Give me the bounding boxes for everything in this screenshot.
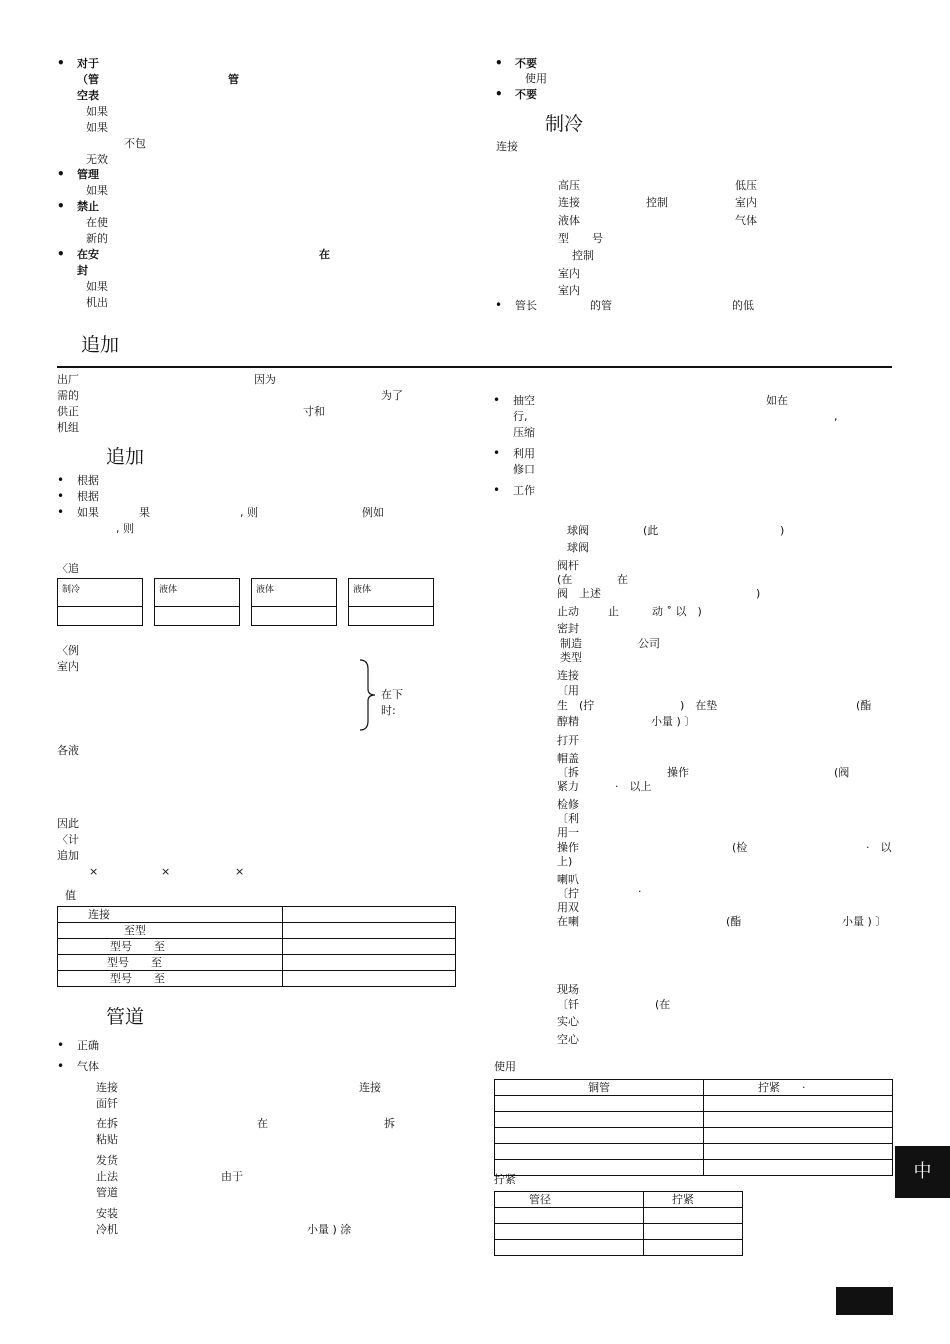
- calc-box-label: 制冷: [58, 579, 142, 607]
- paragraph: 机组: [57, 421, 79, 434]
- list-item: 例如: [362, 506, 384, 519]
- step-line: 〔拧: [557, 887, 579, 900]
- table-row: [495, 1208, 743, 1224]
- step-line: 用双: [557, 901, 579, 914]
- list-item: • 不要: [515, 56, 537, 71]
- table-cell: [495, 1096, 704, 1112]
- list-item: • 在安: [77, 247, 99, 262]
- step-line: 生 (拧: [557, 699, 595, 712]
- table-row: [58, 923, 456, 939]
- step-line: 空心: [557, 1033, 579, 1046]
- paragraph: 面钎: [96, 1097, 118, 1110]
- table-cell: [495, 1144, 704, 1160]
- calc-box-label: 液体: [349, 579, 433, 607]
- step-line: ): [756, 587, 761, 600]
- list-item: , 则: [116, 522, 134, 535]
- table-cell: [495, 1160, 704, 1176]
- table-row: [495, 1224, 743, 1240]
- section-divider: [57, 366, 892, 368]
- step-line: 止: [608, 605, 619, 618]
- table-header: 铜管: [495, 1080, 704, 1096]
- table-row: [495, 1192, 743, 1208]
- step-line: 醇精: [557, 715, 579, 728]
- paragraph: 拆: [384, 1117, 395, 1130]
- step-line: ·: [638, 885, 642, 898]
- value-label: 值: [65, 889, 76, 902]
- step-line: 〔用: [557, 684, 579, 697]
- step-line: 〔利: [557, 812, 579, 825]
- step-line: · 以: [866, 841, 892, 854]
- step-line: 用一: [557, 826, 579, 839]
- calc-box-label: 液体: [155, 579, 239, 607]
- step-line: 密封: [557, 622, 579, 635]
- table-cell: 型号 至: [58, 955, 283, 971]
- paragraph: 需的: [57, 389, 79, 402]
- table-cell: 连接: [58, 907, 283, 923]
- list-item: ,: [834, 410, 838, 423]
- multiply-sign: ×: [235, 865, 245, 878]
- value-table: [57, 906, 456, 987]
- table-cell: [644, 1224, 743, 1240]
- paragraph: 在拆: [96, 1117, 118, 1130]
- step-line: (酯: [726, 915, 742, 928]
- step-line: 在喇: [557, 915, 579, 928]
- list-item: 的低: [732, 299, 754, 312]
- step-line: 现场: [557, 983, 579, 996]
- list-item: 无效: [86, 153, 108, 166]
- list-item: • 对于: [77, 56, 99, 71]
- torque-table: [494, 1079, 893, 1176]
- paragraph: 室内: [57, 660, 79, 673]
- calc-box: [348, 578, 434, 626]
- table-header: 拧紧 ·: [704, 1080, 893, 1096]
- table-row: [495, 1128, 893, 1144]
- table-row: [495, 1080, 893, 1096]
- list-item: • 根据: [77, 473, 99, 488]
- list-item: • 正确: [77, 1038, 99, 1053]
- step-line: 小量 ) 〕: [842, 915, 887, 928]
- paragraph: 连接: [496, 140, 518, 153]
- table-row: [495, 1112, 893, 1128]
- list-item: 机出: [86, 296, 108, 309]
- table-cell: [495, 1224, 644, 1240]
- paragraph: 发货: [96, 1154, 118, 1167]
- step-line: · 以上: [615, 780, 652, 793]
- step-line: 在: [617, 573, 628, 586]
- paragraph: 因此: [57, 817, 79, 830]
- multiply-sign: ×: [161, 865, 171, 878]
- list-item: 如果: [86, 184, 108, 197]
- table-row: [495, 1096, 893, 1112]
- table-cell: [283, 907, 456, 923]
- step-line: 操作: [667, 766, 689, 779]
- list-item: • 如果: [77, 505, 99, 520]
- table-cell: [283, 955, 456, 971]
- step-line: 打开: [557, 734, 579, 747]
- list-item: • 禁止: [77, 199, 99, 214]
- table-row: [58, 939, 456, 955]
- list-item: 修口: [513, 463, 535, 476]
- step-line: (在: [557, 573, 573, 586]
- calc-label: 〈追: [57, 562, 79, 575]
- table-cell: [495, 1112, 704, 1128]
- calc-box: [154, 578, 240, 626]
- step-line: ): [780, 524, 785, 537]
- list-item: 果: [139, 506, 150, 519]
- step-line: 球阀: [567, 541, 589, 554]
- step-line: 球阀: [567, 524, 589, 537]
- list-item: 使用: [525, 72, 547, 85]
- paragraph: 寸和: [303, 405, 325, 418]
- list-item: • 不要: [515, 87, 537, 102]
- paragraph: 小量 ) 涂: [307, 1223, 352, 1236]
- table-cell: [704, 1112, 893, 1128]
- list-item: （管: [77, 73, 99, 86]
- brace-text: 时:: [381, 704, 396, 717]
- table-row: [58, 971, 456, 987]
- step-line: 帽盖: [557, 752, 579, 765]
- list-item: • 管长: [515, 298, 537, 313]
- step-line: 制造: [560, 637, 582, 650]
- step-line: ) 在垫: [680, 699, 718, 712]
- step-line: 动 ˚ 以 ): [652, 605, 702, 618]
- table-cell: [644, 1208, 743, 1224]
- table-row: [58, 955, 456, 971]
- paragraph: 连接: [96, 1081, 118, 1094]
- paragraph: 使用: [494, 1060, 516, 1073]
- table-cell: [704, 1160, 893, 1176]
- language-tab[interactable]: 中: [895, 1146, 950, 1198]
- list-item: 如果: [86, 121, 108, 134]
- table-header: 管径: [495, 1192, 644, 1208]
- step-line: 〔拆: [557, 766, 579, 779]
- list-item: , 则: [240, 506, 258, 519]
- table-cell: 至型: [58, 923, 283, 939]
- page-number-box: [836, 1287, 893, 1315]
- grid-cell: 液体: [558, 214, 580, 227]
- grid-cell: 型: [558, 232, 569, 245]
- table-cell: [495, 1208, 644, 1224]
- step-line: 小量 ) 〕: [651, 715, 696, 728]
- step-line: 阀杆: [557, 559, 579, 572]
- step-line: 公司: [638, 637, 660, 650]
- list-item: 新的: [86, 232, 108, 245]
- step-line: 喇叭: [557, 873, 579, 886]
- paragraph: 止法: [96, 1170, 118, 1183]
- table-cell: [283, 939, 456, 955]
- grid-cell: 气体: [735, 214, 757, 227]
- paragraph: 粘贴: [96, 1133, 118, 1146]
- table-cell: [283, 923, 456, 939]
- list-item: 行,: [513, 410, 528, 423]
- table-cell: [704, 1144, 893, 1160]
- grid-cell: 控制: [572, 249, 594, 262]
- list-item: 如果: [86, 105, 108, 118]
- step-line: 实心: [557, 1015, 579, 1028]
- step-line: 类型: [560, 651, 582, 664]
- example-label: 〈例: [57, 644, 79, 657]
- paragraph: 各液: [57, 744, 79, 757]
- list-item: 在: [319, 248, 330, 261]
- list-item: • 管理: [77, 167, 99, 182]
- grid-cell: 室内: [735, 196, 757, 209]
- brace-icon: [358, 659, 378, 731]
- calc-box-label: 液体: [252, 579, 336, 607]
- grid-cell: 室内: [558, 267, 580, 280]
- paragraph: 管道: [96, 1186, 118, 1199]
- section-heading: 制冷: [545, 113, 584, 135]
- list-item: 如在: [766, 394, 788, 407]
- list-item: 管: [228, 73, 239, 86]
- sub-heading: 追加: [106, 446, 145, 468]
- multiply-sign: ×: [89, 865, 99, 878]
- table-cell: [644, 1240, 743, 1256]
- list-item: 压缩: [513, 426, 535, 439]
- step-line: 止动: [557, 605, 579, 618]
- grid-cell: 高压: [558, 179, 580, 192]
- brace-text: 在下: [381, 688, 403, 701]
- paragraph: 连接: [359, 1081, 381, 1094]
- grid-cell: 低压: [735, 179, 757, 192]
- paragraph: 为了: [381, 389, 403, 402]
- step-line: 〔钎: [557, 998, 579, 1011]
- grid-cell: 控制: [646, 196, 668, 209]
- paragraph: 冷机: [96, 1223, 118, 1236]
- step-line: 连接: [557, 669, 579, 682]
- list-item: • 气体: [77, 1059, 99, 1074]
- step-line: 检修: [557, 798, 579, 811]
- paragraph: 供正: [57, 405, 79, 418]
- step-line: 紧力: [557, 780, 579, 793]
- list-item: • 抽空: [513, 393, 535, 408]
- table-row: [495, 1160, 893, 1176]
- table-cell: [495, 1240, 644, 1256]
- grid-cell: 连接: [558, 196, 580, 209]
- list-item: 空表: [77, 89, 99, 102]
- section-title: 追加: [81, 334, 120, 356]
- step-line: 阀 上述: [557, 587, 601, 600]
- step-line: 上): [557, 855, 573, 868]
- list-item: 的管: [590, 299, 612, 312]
- step-line: (检: [732, 841, 748, 854]
- list-item: • 工作: [513, 483, 535, 498]
- calc-box: [251, 578, 337, 626]
- paragraph: 在: [257, 1117, 268, 1130]
- paragraph: 拧紧: [494, 1173, 516, 1186]
- step-line: (在: [655, 998, 671, 1011]
- list-item: 在使: [86, 216, 108, 229]
- table-header: 拧紧: [644, 1192, 743, 1208]
- sub-heading: 管道: [106, 1006, 145, 1028]
- step-line: (酯: [856, 699, 872, 712]
- paragraph: 由于: [221, 1170, 243, 1183]
- table-row: [495, 1240, 743, 1256]
- list-item: • 根据: [77, 489, 99, 504]
- list-item: 不包: [124, 137, 146, 150]
- step-line: (此: [643, 524, 659, 537]
- step-line: 操作: [557, 841, 579, 854]
- table-row: [58, 907, 456, 923]
- table-row: [495, 1144, 893, 1160]
- grid-cell: 号: [592, 232, 603, 245]
- paragraph: 安装: [96, 1207, 118, 1220]
- table-cell: [704, 1096, 893, 1112]
- table-cell: [495, 1128, 704, 1144]
- table-cell: [283, 971, 456, 987]
- list-item: • 利用: [513, 446, 535, 461]
- pipe-size-table: [494, 1191, 743, 1256]
- calc-box: [57, 578, 143, 626]
- table-cell: [704, 1128, 893, 1144]
- step-line: (阀: [834, 766, 850, 779]
- list-item: 如果: [86, 280, 108, 293]
- list-item: 封: [77, 264, 88, 277]
- table-cell: 型号 至: [58, 939, 283, 955]
- grid-cell: 室内: [558, 284, 580, 297]
- paragraph: 出厂: [57, 373, 79, 386]
- paragraph: 追加: [57, 849, 79, 862]
- paragraph: 〈计: [57, 833, 79, 846]
- table-cell: 型号 至: [58, 971, 283, 987]
- paragraph: 因为: [254, 373, 276, 386]
